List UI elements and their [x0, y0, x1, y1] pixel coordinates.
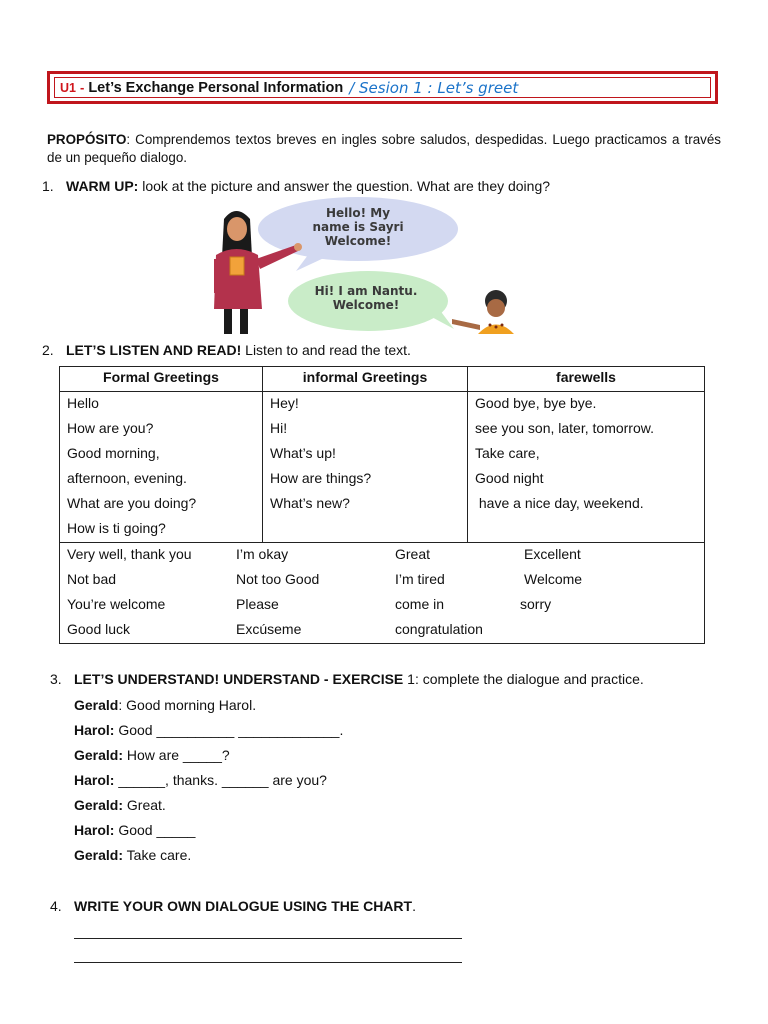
response-item: Excúseme	[236, 621, 302, 637]
informal-item: Hi!	[270, 420, 288, 436]
title-inner-frame	[54, 77, 711, 98]
response-item: You’re welcome	[67, 596, 166, 612]
section-1-heading	[42, 177, 550, 195]
section-3-heading	[50, 670, 644, 688]
dialogue-speaker: Gerald	[74, 697, 119, 713]
dialogue-text: Good morning Harol.	[122, 697, 257, 713]
farewell-item: see you son, later, tomorrow.	[475, 420, 654, 436]
dialogue-line	[74, 796, 166, 814]
boy-character-icon	[452, 290, 514, 334]
dialogue-line	[74, 771, 327, 789]
farewell-item: have a nice day, weekend.	[475, 495, 644, 511]
responses-row	[60, 543, 705, 644]
response-item: sorry	[520, 596, 552, 612]
informal-item: What’s new?	[270, 495, 350, 511]
dialogue-line	[74, 696, 256, 714]
purpose-text: : Comprendemos textos breves en ingles sobre saludos, despedidas. Luego practicamos a través de un pequeño dialogo.	[47, 132, 721, 165]
response-item: come in	[395, 596, 445, 612]
bubble-sayri-line-1: Hello! My	[325, 206, 391, 220]
dialogue-speaker: Gerald:	[74, 747, 124, 763]
section-4-number: 4.	[50, 898, 62, 914]
section-1-text: look at the picture and answer the question. What are they doing?	[138, 178, 551, 194]
responses-cell	[60, 543, 705, 644]
header-formal: Formal Greetings	[60, 367, 263, 392]
response-item: I’m tired	[395, 571, 445, 587]
farewell-item: Good bye, bye bye.	[475, 395, 597, 411]
section-1-number: 1.	[42, 178, 54, 194]
page-title: Let’s Exchange Personal Information	[88, 79, 344, 96]
section-1-label: WARM UP:	[66, 178, 139, 194]
unit-dash: -	[79, 80, 85, 95]
section-2-heading	[42, 341, 411, 359]
dialogue-text: Good _____	[114, 822, 196, 838]
response-item: Great	[395, 546, 431, 562]
bubble-sayri-line-3: Welcome!	[324, 234, 392, 248]
response-item: Very well, thank you	[67, 546, 192, 562]
response-item: Welcome	[524, 571, 583, 587]
dialogue-line	[74, 846, 191, 864]
section-3-number: 3.	[50, 671, 62, 687]
session-subtitle: / Sesion 1 : Let’s greet	[349, 78, 519, 97]
formal-item: What are you doing?	[67, 495, 197, 511]
response-item: Not bad	[67, 571, 117, 587]
formal-item: How is ti going?	[67, 520, 166, 536]
informal-item: How are things?	[270, 470, 372, 486]
dialogue-text: ______, thanks. ______ are you?	[114, 772, 327, 788]
writing-line[interactable]	[74, 938, 462, 939]
section-2-label: LET’S LISTEN AND READ!	[66, 342, 242, 358]
formal-column	[60, 392, 263, 543]
dialogue-speaker: Harol:	[74, 822, 115, 838]
response-item: congratulation	[395, 621, 483, 637]
bubble-sayri-line-2: name is Sayri	[312, 220, 404, 234]
dialogue-speaker: Harol:	[74, 722, 115, 738]
response-item: Excellent	[524, 546, 581, 562]
dialogue-speaker: Gerald:	[74, 847, 124, 863]
table-header-row	[60, 367, 705, 392]
formal-item: afternoon, evening.	[67, 470, 187, 486]
header-informal: informal Greetings	[263, 367, 468, 392]
purpose-label: PROPÓSITO	[47, 132, 127, 147]
dialogue-line	[74, 746, 230, 764]
informal-item: What’s up!	[270, 445, 336, 461]
purpose-paragraph	[47, 131, 721, 167]
section-2-number: 2.	[42, 342, 54, 358]
dialogue-text: Great.	[123, 797, 166, 813]
dialogue-speaker: Harol:	[74, 772, 115, 788]
responses-grid	[67, 543, 697, 643]
informal-column	[263, 392, 468, 543]
section-4-text: .	[412, 898, 416, 914]
bubble-nantu-line-2: Welcome!	[332, 298, 400, 312]
dialogue-line	[74, 821, 195, 839]
farewell-item: Take care,	[475, 445, 540, 461]
section-2-text: Listen to and read the text.	[241, 342, 411, 358]
section-4-label: WRITE YOUR OWN DIALOGUE USING THE CHART	[74, 898, 413, 914]
farewells-column	[468, 392, 705, 543]
response-item: I’m okay	[236, 546, 289, 562]
section-3-text: 1: complete the dialogue and practice.	[403, 671, 644, 687]
formal-item: Hello	[67, 395, 99, 411]
bubble-nantu-line-1: Hi! I am Nantu.	[314, 284, 418, 298]
dialogue-speaker: Gerald:	[74, 797, 124, 813]
farewell-item: Good night	[475, 470, 544, 486]
dialogue-line	[74, 721, 343, 739]
writing-line[interactable]	[74, 962, 462, 963]
speech-bubble-nantu	[288, 271, 454, 331]
response-item: Please	[236, 596, 279, 612]
dialogue-text: Good __________ _____________.	[114, 722, 344, 738]
title-box	[47, 71, 718, 104]
table-body-row	[60, 392, 705, 543]
response-item: Not too Good	[236, 571, 320, 587]
formal-item: Good morning,	[67, 445, 160, 461]
speech-bubble-sayri	[258, 197, 458, 271]
dialogue-text: How are _____?	[123, 747, 230, 763]
response-item: Good luck	[67, 621, 131, 637]
response-item	[524, 618, 674, 643]
unit-label: U1	[60, 80, 76, 95]
informal-item: Hey!	[270, 395, 299, 411]
section-4-heading	[50, 897, 416, 915]
dialogue-text: Take care.	[123, 847, 192, 863]
greetings-table	[59, 366, 705, 644]
header-farewells: farewells	[468, 367, 705, 392]
formal-item: How are you?	[67, 420, 154, 436]
dialogue-sep: :	[118, 697, 123, 713]
section-3-label: LET’S UNDERSTAND! UNDERSTAND - EXERCISE	[74, 671, 404, 687]
greeting-illustration	[196, 197, 536, 334]
